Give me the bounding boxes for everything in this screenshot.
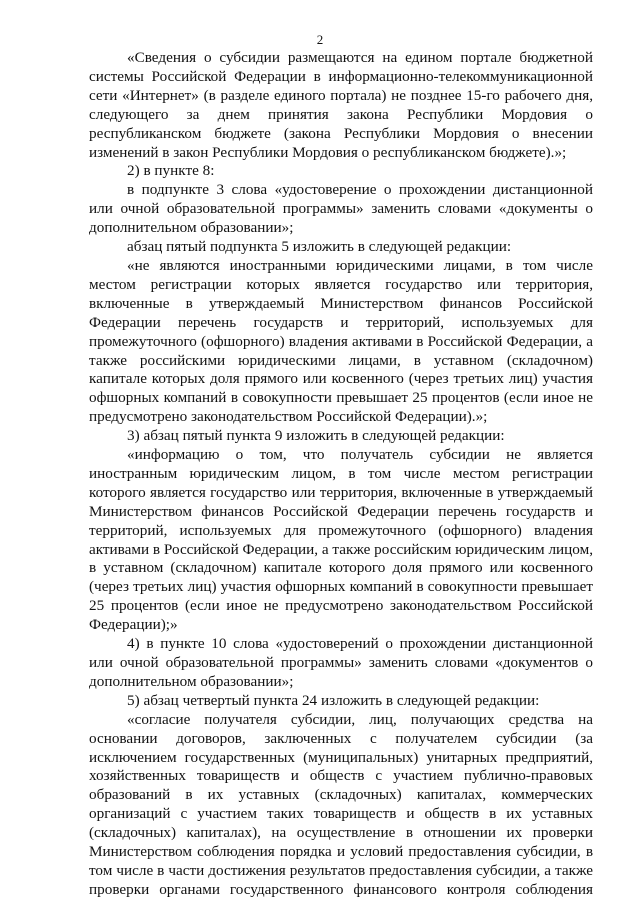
paragraph-subitem-3-replacement: в подпункте 3 слова «удостоверение о прохождении дистанционной или очной образовательной программы» заменить словами «документы о дополнительном образовании»; (89, 181, 593, 237)
paragraph-item-3-heading: 3) абзац пятый пункта 9 изложить в следующей редакции: (127, 427, 505, 445)
paragraph-item-4-replacement: 4) в пункте 10 слова «удостоверений о прохождении дистанционной или очной образовательной программы» заменить словами «документов о дополнительном образовании»; (89, 635, 593, 690)
page-number: 2 (316, 32, 324, 47)
paragraph-subsidy-info-publication: «Сведения о субсидии размещаются на едином портале бюджетной системы Российской Федерации в информационно-телекоммуникационной сети «Интернет» (в разделе единого портала) не позднее 15-го рабочего дня, следующего за днем принятия закона Республики Мордовия о республиканском бюджете (закона Республики Мордовия о внесении изменений в закон Республики Мордовия о республиканском бюджете).»; (89, 49, 593, 161)
paragraph-item-5-heading: 5) абзац четвертый пункта 24 изложить в следующей редакции: (127, 691, 540, 709)
paragraph-subitem-5-intro: абзац пятый подпункта 5 изложить в следующей редакции: (127, 238, 512, 256)
document-body (89, 49, 593, 900)
paragraph-subitem-5-new-text: «не являются иностранными юридическими лицами, в том числе местом регистрации которых является государство или территория, включенные в утверждаемый Министерством финансов Российской Федерации перечень государств и территорий, используемых для промежуточного (офшорного) владения активами в Российской Федерации, а также российскими юридическими лицами, в уставном (складочном) капитале которых доля прямого или косвенного (через третьих лиц) участия офшорных компаний в совокупности превышает 25 процентов (если иное не предусмотрено законодательством Российской Федерации).»; (89, 256, 593, 426)
paragraph-item-2-heading: 2) в пункте 8: (127, 162, 215, 180)
paragraph-item-9-new-text: «информацию о том, что получатель субсидии не является иностранным юридическим лицом, в том числе местом регистрации которого является государство или территория, включенные в утверждаемый Министерством финансов Российской Федерации перечень государств и территорий, используемых для промежуточного (офшорного) владения активами в Российской Федерации, а также российским юридическим лицом, в уставном (складочном) капитале которого доля прямого или косвенного (через третьих лиц) участия офшорных компаний в совокупности превышает 25 процентов (если иное не предусмотрено законодательством Российской Федерации);» (89, 446, 594, 634)
paragraph-item-24-new-text: «согласие получателя субсидии, лиц, получающих средства на основании договоров, заключенных с получателем субсидии (за исключением государственных (муниципальных) унитарных предприятий, хозяйственных товариществ и обществ с участием публично-правовых образований в их уставных (складочных) капиталах, коммерческих организаций с участием таких товариществ и обществ в их уставных (складочных) капиталах), на осуществление в отношении их проверки Министерством соблюдения порядка и условий предоставления субсидии, в том числе в части достижения результатов предоставления субсидии, а также проверки органами государственного финансового контроля соблюдения (89, 710, 593, 898)
